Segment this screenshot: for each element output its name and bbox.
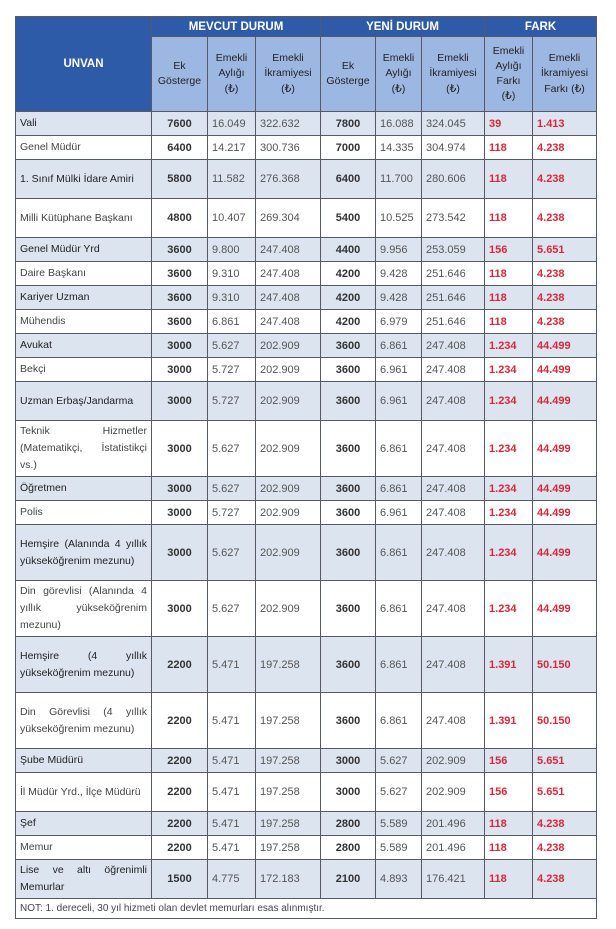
table-row [16, 358, 597, 382]
mevcut-ikramiye-cell: 202.909 [256, 477, 321, 501]
table-row [16, 581, 597, 637]
yeni-aylik-cell: 6.861 [376, 421, 422, 477]
yeni-ek-cell: 3000 [321, 773, 376, 812]
mevcut-ek-cell: 4800 [152, 199, 208, 238]
yeni-ek-cell: 4400 [321, 238, 376, 262]
yeni-ek-cell: 3600 [321, 501, 376, 525]
table-body [16, 112, 597, 919]
unvan-cell: Milli Kütüphane Başkanı [16, 199, 152, 238]
fark-aylik-cell: 156 [485, 773, 533, 812]
yeni-ikramiye-cell: 247.408 [422, 693, 485, 749]
mevcut-aylik-cell: 16.049 [208, 112, 256, 136]
mevcut-ikramiye-cell: 322.632 [256, 112, 321, 136]
unvan-cell: Din görevlisi (Alanında 4 yıllık yükseköğrenim mezunu) [16, 581, 152, 637]
mevcut-ikramiye-cell: 276.368 [256, 160, 321, 199]
mevcut-ek-cell: 3000 [152, 382, 208, 421]
mevcut-ikramiye-cell: 197.258 [256, 773, 321, 812]
mevcut-ek-cell: 3600 [152, 238, 208, 262]
mevcut-aylik-cell: 5.627 [208, 421, 256, 477]
yeni-ek-cell: 7000 [321, 136, 376, 160]
table-row [16, 477, 597, 501]
mevcut-aylik-cell: 5.727 [208, 358, 256, 382]
mevcut-ek-cell: 3000 [152, 525, 208, 581]
mevcut-ikramiye-cell: 247.408 [256, 310, 321, 334]
mevcut-ek-cell: 3000 [152, 358, 208, 382]
table-row [16, 421, 597, 477]
mevcut-aylik-cell: 4.775 [208, 860, 256, 899]
mevcut-ek-cell: 3000 [152, 421, 208, 477]
yeni-aylik-cell: 5.627 [376, 749, 422, 773]
mevcut-ek-cell: 3000 [152, 477, 208, 501]
table-row [16, 286, 597, 310]
mevcut-ek-cell: 3600 [152, 262, 208, 286]
yeni-ek-cell: 4200 [321, 286, 376, 310]
yeni-aylik-cell: 9.428 [376, 286, 422, 310]
yeni-ikramiye-cell: 247.408 [422, 501, 485, 525]
yeni-aylik-cell: 6.861 [376, 581, 422, 637]
fark-aylik-cell: 118 [485, 812, 533, 836]
fark-ikramiye-cell: 5.651 [533, 749, 597, 773]
header-group-fark: FARK [485, 17, 597, 37]
mevcut-ikramiye-cell: 197.258 [256, 749, 321, 773]
fark-ikramiye-cell: 4.238 [533, 262, 597, 286]
yeni-aylik-cell: 6.979 [376, 310, 422, 334]
yeni-aylik-cell: 5.589 [376, 836, 422, 860]
fark-aylik-cell: 1.391 [485, 637, 533, 693]
fark-ikramiye-cell: 44.499 [533, 525, 597, 581]
mevcut-ek-cell: 2200 [152, 812, 208, 836]
yeni-aylik-cell: 6.961 [376, 501, 422, 525]
yeni-ek-cell: 4200 [321, 310, 376, 334]
unvan-cell: Polis [16, 501, 152, 525]
fark-ikramiye-cell: 44.499 [533, 501, 597, 525]
yeni-ek-cell: 3000 [321, 749, 376, 773]
table-row [16, 112, 597, 136]
yeni-ek-cell: 2800 [321, 812, 376, 836]
table-row [16, 262, 597, 286]
mevcut-ikramiye-cell: 197.258 [256, 812, 321, 836]
yeni-ikramiye-cell: 247.408 [422, 358, 485, 382]
note-row [16, 899, 597, 919]
yeni-ikramiye-cell: 202.909 [422, 749, 485, 773]
table-row [16, 160, 597, 199]
table-row [16, 310, 597, 334]
mevcut-ikramiye-cell: 172.183 [256, 860, 321, 899]
unvan-cell: Şube Müdürü [16, 749, 152, 773]
header-group-yeni: YENİ DURUM [321, 17, 485, 37]
fark-ikramiye-cell: 4.238 [533, 286, 597, 310]
table-row [16, 238, 597, 262]
mevcut-ek-cell: 3000 [152, 501, 208, 525]
yeni-aylik-cell: 6.861 [376, 334, 422, 358]
yeni-aylik-cell: 6.961 [376, 358, 422, 382]
yeni-ek-cell: 3600 [321, 693, 376, 749]
mevcut-aylik-cell: 5.471 [208, 773, 256, 812]
footnote: NOT: 1. dereceli, 30 yıl hizmeti olan devlet memurları esas alınmıştır. [16, 899, 597, 919]
mevcut-aylik-cell: 5.627 [208, 477, 256, 501]
fark-ikramiye-cell: 4.238 [533, 836, 597, 860]
unvan-cell: Öğretmen [16, 477, 152, 501]
table-row [16, 334, 597, 358]
yeni-ikramiye-cell: 304.974 [422, 136, 485, 160]
fark-aylik-cell: 156 [485, 749, 533, 773]
yeni-aylik-cell: 11.700 [376, 160, 422, 199]
yeni-ek-cell: 7800 [321, 112, 376, 136]
fark-aylik-cell: 118 [485, 160, 533, 199]
mevcut-ikramiye-cell: 197.258 [256, 836, 321, 860]
fark-ikramiye-cell: 4.238 [533, 136, 597, 160]
mevcut-ikramiye-cell: 202.909 [256, 525, 321, 581]
mevcut-aylik-cell: 5.471 [208, 637, 256, 693]
unvan-cell: Daire Başkanı [16, 262, 152, 286]
unvan-cell: Bekçi [16, 358, 152, 382]
mevcut-ikramiye-cell: 202.909 [256, 421, 321, 477]
mevcut-ikramiye-cell: 202.909 [256, 382, 321, 421]
fark-ikramiye-cell: 4.238 [533, 860, 597, 899]
fark-aylik-cell: 1.234 [485, 334, 533, 358]
mevcut-ek-cell: 2200 [152, 749, 208, 773]
header-mevcut-emekli-ikramiyesi: Emekli İkramiyesi (₺) [256, 37, 321, 112]
mevcut-ek-cell: 2200 [152, 637, 208, 693]
unvan-cell: Vali [16, 112, 152, 136]
table-row [16, 812, 597, 836]
unvan-cell: Uzman Erbaş/Jandarma [16, 382, 152, 421]
table-row [16, 199, 597, 238]
mevcut-ek-cell: 2200 [152, 836, 208, 860]
unvan-cell: Kariyer Uzman [16, 286, 152, 310]
mevcut-aylik-cell: 11.582 [208, 160, 256, 199]
mevcut-aylik-cell: 5.727 [208, 382, 256, 421]
yeni-ikramiye-cell: 176.421 [422, 860, 485, 899]
yeni-ikramiye-cell: 201.496 [422, 836, 485, 860]
mevcut-aylik-cell: 9.800 [208, 238, 256, 262]
unvan-cell: 1. Sınıf Mülki İdare Amiri [16, 160, 152, 199]
yeni-aylik-cell: 6.961 [376, 382, 422, 421]
fark-ikramiye-cell: 4.238 [533, 310, 597, 334]
yeni-ikramiye-cell: 251.646 [422, 286, 485, 310]
fark-aylik-cell: 1.234 [485, 581, 533, 637]
mevcut-aylik-cell: 5.627 [208, 581, 256, 637]
table-row [16, 749, 597, 773]
fark-ikramiye-cell: 44.499 [533, 334, 597, 358]
mevcut-aylik-cell: 5.727 [208, 501, 256, 525]
yeni-ikramiye-cell: 247.408 [422, 334, 485, 358]
fark-aylik-cell: 118 [485, 836, 533, 860]
yeni-ek-cell: 3600 [321, 477, 376, 501]
fark-aylik-cell: 1.234 [485, 382, 533, 421]
table-row [16, 836, 597, 860]
yeni-aylik-cell: 9.956 [376, 238, 422, 262]
fark-ikramiye-cell: 5.651 [533, 238, 597, 262]
yeni-aylik-cell: 9.428 [376, 262, 422, 286]
yeni-ikramiye-cell: 201.496 [422, 812, 485, 836]
mevcut-ek-cell: 7600 [152, 112, 208, 136]
fark-aylik-cell: 1.391 [485, 693, 533, 749]
table-row [16, 693, 597, 749]
mevcut-aylik-cell: 5.471 [208, 693, 256, 749]
fark-aylik-cell: 118 [485, 860, 533, 899]
yeni-ikramiye-cell: 247.408 [422, 477, 485, 501]
pension-comparison-table [15, 16, 597, 919]
yeni-ikramiye-cell: 280.606 [422, 160, 485, 199]
yeni-aylik-cell: 10.525 [376, 199, 422, 238]
mevcut-ikramiye-cell: 202.909 [256, 358, 321, 382]
fark-aylik-cell: 118 [485, 310, 533, 334]
mevcut-ek-cell: 2200 [152, 773, 208, 812]
yeni-aylik-cell: 5.589 [376, 812, 422, 836]
mevcut-ikramiye-cell: 197.258 [256, 693, 321, 749]
mevcut-aylik-cell: 5.627 [208, 334, 256, 358]
mevcut-ikramiye-cell: 202.909 [256, 334, 321, 358]
mevcut-aylik-cell: 9.310 [208, 286, 256, 310]
yeni-ek-cell: 3600 [321, 581, 376, 637]
fark-aylik-cell: 118 [485, 136, 533, 160]
yeni-ek-cell: 3600 [321, 637, 376, 693]
mevcut-aylik-cell: 6.861 [208, 310, 256, 334]
yeni-ikramiye-cell: 247.408 [422, 637, 485, 693]
mevcut-ek-cell: 1500 [152, 860, 208, 899]
fark-ikramiye-cell: 5.651 [533, 773, 597, 812]
yeni-ikramiye-cell: 247.408 [422, 382, 485, 421]
fark-ikramiye-cell: 1.413 [533, 112, 597, 136]
yeni-ikramiye-cell: 253.059 [422, 238, 485, 262]
fark-aylik-cell: 1.234 [485, 525, 533, 581]
yeni-aylik-cell: 6.861 [376, 525, 422, 581]
fark-ikramiye-cell: 50.150 [533, 637, 597, 693]
mevcut-ek-cell: 6400 [152, 136, 208, 160]
mevcut-ikramiye-cell: 202.909 [256, 581, 321, 637]
unvan-cell: Genel Müdür Yrd [16, 238, 152, 262]
yeni-ikramiye-cell: 247.408 [422, 421, 485, 477]
yeni-ikramiye-cell: 324.045 [422, 112, 485, 136]
header-group-mevcut: MEVCUT DURUM [152, 17, 321, 37]
yeni-aylik-cell: 14.335 [376, 136, 422, 160]
yeni-ek-cell: 5400 [321, 199, 376, 238]
yeni-aylik-cell: 6.861 [376, 637, 422, 693]
fark-aylik-cell: 1.234 [485, 501, 533, 525]
unvan-cell: Şef [16, 812, 152, 836]
table-row [16, 637, 597, 693]
yeni-ek-cell: 3600 [321, 421, 376, 477]
yeni-ek-cell: 2800 [321, 836, 376, 860]
mevcut-aylik-cell: 10.407 [208, 199, 256, 238]
fark-ikramiye-cell: 4.238 [533, 199, 597, 238]
yeni-ikramiye-cell: 273.542 [422, 199, 485, 238]
yeni-aylik-cell: 6.861 [376, 477, 422, 501]
yeni-ikramiye-cell: 251.646 [422, 262, 485, 286]
fark-aylik-cell: 118 [485, 286, 533, 310]
yeni-ek-cell: 3600 [321, 334, 376, 358]
unvan-cell: Mühendis [16, 310, 152, 334]
yeni-ikramiye-cell: 247.408 [422, 525, 485, 581]
mevcut-ikramiye-cell: 300.736 [256, 136, 321, 160]
mevcut-aylik-cell: 14.217 [208, 136, 256, 160]
mevcut-aylik-cell: 5.471 [208, 812, 256, 836]
mevcut-ek-cell: 3000 [152, 334, 208, 358]
fark-aylik-cell: 1.234 [485, 421, 533, 477]
unvan-cell: Genel Müdür [16, 136, 152, 160]
mevcut-ikramiye-cell: 269.304 [256, 199, 321, 238]
mevcut-ek-cell: 3000 [152, 581, 208, 637]
unvan-cell: Hemşire (4 yıllık yükseköğrenim mezunu) [16, 637, 152, 693]
fark-ikramiye-cell: 44.499 [533, 477, 597, 501]
mevcut-aylik-cell: 5.471 [208, 749, 256, 773]
table-row [16, 525, 597, 581]
fark-ikramiye-cell: 4.238 [533, 812, 597, 836]
mevcut-ikramiye-cell: 202.909 [256, 501, 321, 525]
yeni-ikramiye-cell: 202.909 [422, 773, 485, 812]
mevcut-ikramiye-cell: 247.408 [256, 262, 321, 286]
mevcut-ek-cell: 2200 [152, 693, 208, 749]
table-row [16, 382, 597, 421]
fark-ikramiye-cell: 44.499 [533, 421, 597, 477]
unvan-cell: Hemşire (Alanında 4 yıllık yükseköğrenim mezunu) [16, 525, 152, 581]
fark-ikramiye-cell: 44.499 [533, 581, 597, 637]
mevcut-ikramiye-cell: 197.258 [256, 637, 321, 693]
fark-aylik-cell: 156 [485, 238, 533, 262]
header-yeni-emekli-ikramiyesi: Emekli İkramiyesi (₺) [422, 37, 485, 112]
unvan-cell: Lise ve altı öğrenimli Memurlar [16, 860, 152, 899]
yeni-ek-cell: 3600 [321, 358, 376, 382]
unvan-cell: İl Müdür Yrd., İlçe Müdürü [16, 773, 152, 812]
header-unvan: UNVAN [16, 17, 152, 112]
yeni-aylik-cell: 6.861 [376, 693, 422, 749]
fark-ikramiye-cell: 44.499 [533, 382, 597, 421]
fark-aylik-cell: 39 [485, 112, 533, 136]
header-yeni-ek-gosterge: Ek Gösterge [321, 37, 376, 112]
mevcut-aylik-cell: 5.471 [208, 836, 256, 860]
yeni-ikramiye-cell: 251.646 [422, 310, 485, 334]
table-row [16, 501, 597, 525]
mevcut-aylik-cell: 5.627 [208, 525, 256, 581]
yeni-aylik-cell: 5.627 [376, 773, 422, 812]
mevcut-ek-cell: 5800 [152, 160, 208, 199]
fark-ikramiye-cell: 50.150 [533, 693, 597, 749]
unvan-cell: Teknik Hizmetler (Matematikçi, İstatistikçi vs.) [16, 421, 152, 477]
yeni-ikramiye-cell: 247.408 [422, 581, 485, 637]
table-row [16, 136, 597, 160]
header-mevcut-ek-gosterge: Ek Gösterge [152, 37, 208, 112]
mevcut-ek-cell: 3600 [152, 310, 208, 334]
fark-ikramiye-cell: 4.238 [533, 160, 597, 199]
header-fark-emekli-ayligi: Emekli Aylığı Farkı (₺) [485, 37, 533, 112]
fark-aylik-cell: 1.234 [485, 477, 533, 501]
header-yeni-emekli-ayligi: Emekli Aylığı (₺) [376, 37, 422, 112]
yeni-ek-cell: 6400 [321, 160, 376, 199]
table-row [16, 860, 597, 899]
mevcut-ek-cell: 3600 [152, 286, 208, 310]
yeni-ek-cell: 3600 [321, 525, 376, 581]
fark-aylik-cell: 1.234 [485, 358, 533, 382]
unvan-cell: Memur [16, 836, 152, 860]
yeni-aylik-cell: 16.088 [376, 112, 422, 136]
yeni-aylik-cell: 4.893 [376, 860, 422, 899]
header-fark-emekli-ikramiyesi: Emekli İkramiyesi Farkı (₺) [533, 37, 597, 112]
mevcut-ikramiye-cell: 247.408 [256, 238, 321, 262]
unvan-cell: Avukat [16, 334, 152, 358]
unvan-cell: Din Görevlisi (4 yıllık yükseköğrenim mezunu) [16, 693, 152, 749]
mevcut-aylik-cell: 9.310 [208, 262, 256, 286]
yeni-ek-cell: 3600 [321, 382, 376, 421]
mevcut-ikramiye-cell: 247.408 [256, 286, 321, 310]
fark-ikramiye-cell: 44.499 [533, 358, 597, 382]
yeni-ek-cell: 4200 [321, 262, 376, 286]
yeni-ek-cell: 2100 [321, 860, 376, 899]
header-mevcut-emekli-ayligi: Emekli Aylığı (₺) [208, 37, 256, 112]
table-row [16, 773, 597, 812]
fark-aylik-cell: 118 [485, 199, 533, 238]
fark-aylik-cell: 118 [485, 262, 533, 286]
